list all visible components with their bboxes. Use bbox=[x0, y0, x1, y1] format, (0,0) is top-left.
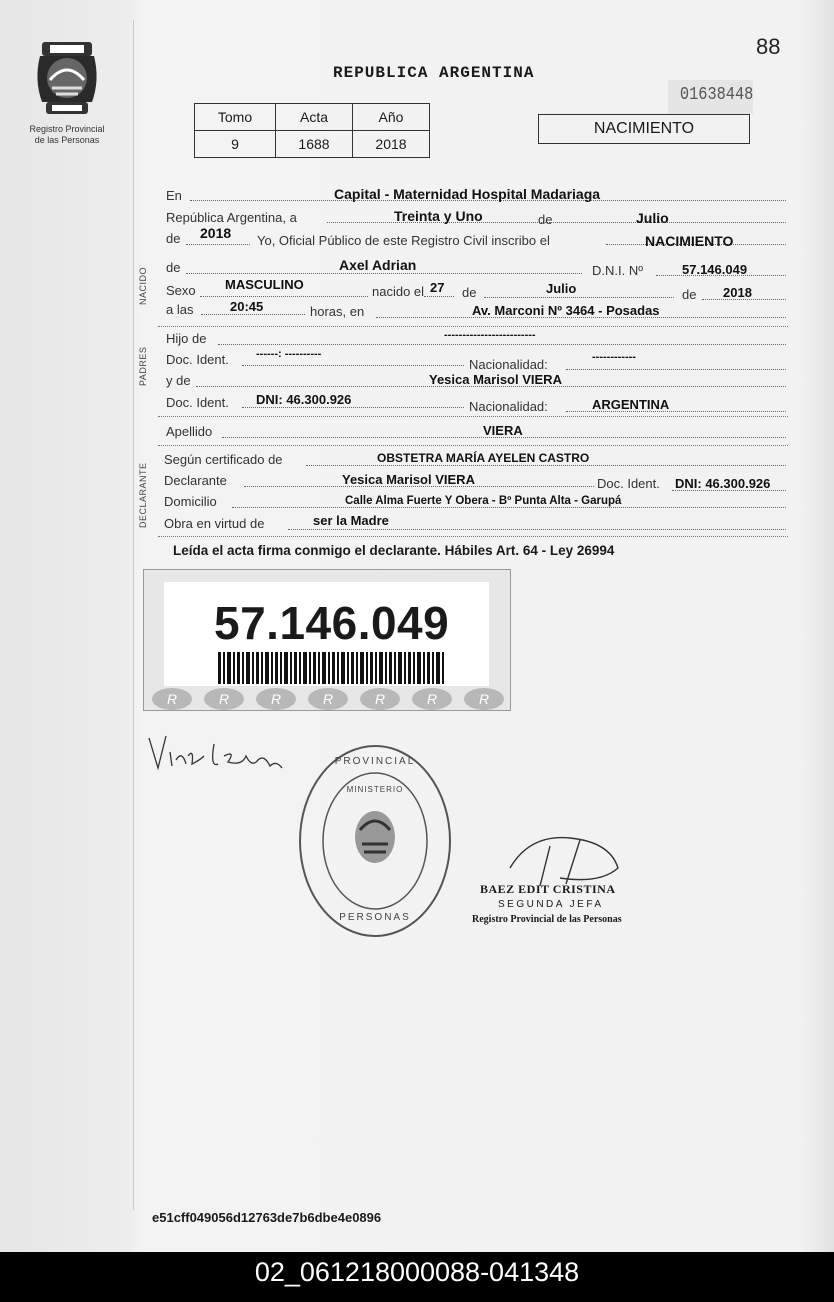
officer-role: SEGUNDA JEFA bbox=[498, 899, 604, 910]
madre-doc-value: DNI: 46.300.926 bbox=[256, 392, 352, 407]
lugar-value: Capital - Maternidad Hospital Madariaga bbox=[334, 186, 601, 202]
r-mark: R bbox=[464, 688, 504, 710]
certificado-value: OBSTETRA MARÍA AYELEN CASTRO bbox=[377, 451, 590, 465]
label-yo: Yo, Oficial Público de este Registro Civil inscribo el bbox=[257, 233, 550, 248]
lugar-nac-value: Av. Marconi Nº 3464 - Posadas bbox=[472, 303, 660, 318]
declarante-value: Yesica Marisol VIERA bbox=[342, 472, 475, 487]
tomo-value: 9 bbox=[195, 131, 276, 158]
label-nacionalidad2: Nacionalidad: bbox=[469, 399, 548, 414]
section-divider bbox=[158, 536, 788, 537]
dni-stamp-inner bbox=[164, 582, 489, 686]
declarante-doc-value: DNI: 46.300.926 bbox=[675, 476, 771, 491]
label-de-nombre: de bbox=[166, 260, 181, 275]
section-divider bbox=[158, 326, 788, 327]
section-padres-label: PADRES bbox=[138, 346, 148, 386]
section-divider bbox=[158, 416, 788, 417]
dotted-line bbox=[242, 407, 464, 408]
padre-value: ------------------------- bbox=[444, 329, 536, 341]
dia-nac-value: 27 bbox=[430, 280, 445, 295]
anio-value: 2018 bbox=[353, 131, 430, 158]
mes-value: Julio bbox=[636, 210, 669, 226]
r-mark: R bbox=[256, 688, 296, 710]
dotted-line bbox=[232, 507, 786, 508]
anio-nac-value: 2018 bbox=[723, 285, 752, 300]
dotted-line bbox=[200, 296, 368, 297]
section-divider bbox=[158, 445, 788, 446]
acta-value: 1688 bbox=[276, 131, 353, 158]
label-obra: Obra en virtud de bbox=[164, 516, 265, 531]
declarant-signature bbox=[146, 730, 291, 780]
padre-doc-value: ------: ---------- bbox=[256, 348, 322, 360]
dia-letras-value: Treinta y Uno bbox=[394, 208, 483, 224]
official-seal bbox=[296, 742, 454, 940]
registry-table bbox=[194, 103, 430, 158]
acta-header: Acta bbox=[276, 104, 353, 131]
madre-value: Yesica Marisol VIERA bbox=[429, 372, 562, 387]
section-nacido-label: NACIDO bbox=[138, 266, 148, 305]
registry-logo bbox=[22, 40, 112, 146]
logo-caption-line2: de las Personas bbox=[34, 135, 100, 145]
domicilio-value: Calle Alma Fuerte Y Obera - Bº Punta Alta - Garupá bbox=[345, 495, 622, 507]
label-de4: de bbox=[682, 287, 697, 302]
logo-caption-line1: Registro Provincial bbox=[29, 124, 105, 134]
officer-signature bbox=[500, 828, 630, 888]
label-y-de: y de bbox=[166, 373, 191, 388]
label-de3: de bbox=[462, 285, 477, 300]
dotted-line bbox=[566, 369, 786, 370]
dotted-line bbox=[186, 273, 582, 274]
label-horas-en: horas, en bbox=[310, 304, 365, 319]
label-sexo: Sexo bbox=[166, 283, 196, 298]
hora-value: 20:45 bbox=[230, 299, 264, 314]
officer-name: BAEZ EDIT CRISTINA bbox=[480, 882, 616, 896]
record-type-box: NACIMIENTO bbox=[538, 114, 750, 144]
dni-stamp bbox=[143, 569, 511, 711]
label-de2: de bbox=[166, 231, 181, 246]
document-hash: e51cff049056d12763de7b6dbe4e0896 bbox=[152, 1210, 382, 1225]
tomo-header: Tomo bbox=[195, 104, 276, 131]
officer-org: Registro Provincial de las Personas bbox=[472, 914, 622, 925]
page-number: 88 bbox=[756, 34, 781, 59]
label-doc-ident2: Doc. Ident. bbox=[166, 395, 229, 410]
dotted-line bbox=[201, 314, 305, 315]
dotted-line bbox=[672, 490, 786, 491]
svg-text:MINISTERIO: MINISTERIO bbox=[346, 785, 404, 794]
label-nacionalidad: Nacionalidad: bbox=[469, 357, 548, 372]
dotted-line bbox=[218, 344, 786, 345]
dotted-line bbox=[306, 465, 786, 466]
page-title: REPUBLICA ARGENTINA bbox=[333, 64, 535, 82]
label-de: de bbox=[538, 212, 553, 227]
label-dni: D.N.I. Nº bbox=[592, 263, 643, 278]
label-apellido: Apellido bbox=[166, 424, 213, 439]
label-declarante: Declarante bbox=[164, 473, 227, 488]
label-republica: República Argentina, a bbox=[166, 210, 297, 225]
anio-value: 2018 bbox=[200, 225, 232, 241]
label-domicilio: Domicilio bbox=[164, 494, 217, 509]
label-segun: Según certificado de bbox=[164, 452, 283, 467]
obra-value: ser la Madre bbox=[313, 513, 389, 528]
apellido-value: VIERA bbox=[483, 423, 523, 438]
serial-number: 01638448 bbox=[668, 80, 753, 114]
sexo-value: MASCULINO bbox=[225, 277, 304, 292]
label-hijo-de: Hijo de bbox=[166, 331, 207, 346]
security-pattern bbox=[144, 688, 511, 710]
mes-nac-value: Julio bbox=[546, 281, 577, 296]
label-a-las: a las bbox=[166, 302, 194, 317]
r-mark: R bbox=[360, 688, 400, 710]
dotted-line bbox=[424, 296, 454, 297]
anio-header: Año bbox=[353, 104, 430, 131]
dotted-line bbox=[186, 244, 250, 245]
barcode bbox=[218, 652, 444, 684]
closing-statement: Leída el acta firma conmigo el declarante. Hábiles Art. 64 - Ley 26994 bbox=[173, 543, 615, 558]
tipo-value: NACIMIENTO bbox=[645, 233, 734, 249]
svg-text:PROVINCIAL: PROVINCIAL bbox=[334, 756, 416, 767]
label-doc-ident: Doc. Ident. bbox=[166, 352, 229, 367]
r-mark: R bbox=[412, 688, 452, 710]
padre-nac-value: ------------ bbox=[592, 351, 636, 363]
label-en: En bbox=[166, 188, 182, 203]
r-mark: R bbox=[152, 688, 192, 710]
province-coat-of-arms bbox=[32, 40, 102, 120]
madre-nac-value: ARGENTINA bbox=[592, 397, 670, 412]
margin-line bbox=[133, 20, 134, 1210]
dni-big-number: 57.146.049 bbox=[214, 597, 450, 649]
footer-filename: 02_061218000088-041348 bbox=[0, 1252, 834, 1302]
dotted-line bbox=[288, 529, 786, 530]
dotted-line bbox=[242, 365, 464, 366]
dni-value: 57.146.049 bbox=[682, 262, 748, 277]
dotted-line bbox=[484, 297, 674, 298]
svg-text:PERSONAS: PERSONAS bbox=[339, 912, 411, 923]
label-doc-ident3: Doc. Ident. bbox=[597, 476, 660, 491]
section-declarante-label: DECLARANTE bbox=[138, 462, 148, 528]
nombre-value: Axel Adrian bbox=[339, 257, 417, 273]
r-mark: R bbox=[308, 688, 348, 710]
label-nacido-el: nacido el bbox=[372, 284, 425, 299]
r-mark: R bbox=[204, 688, 244, 710]
